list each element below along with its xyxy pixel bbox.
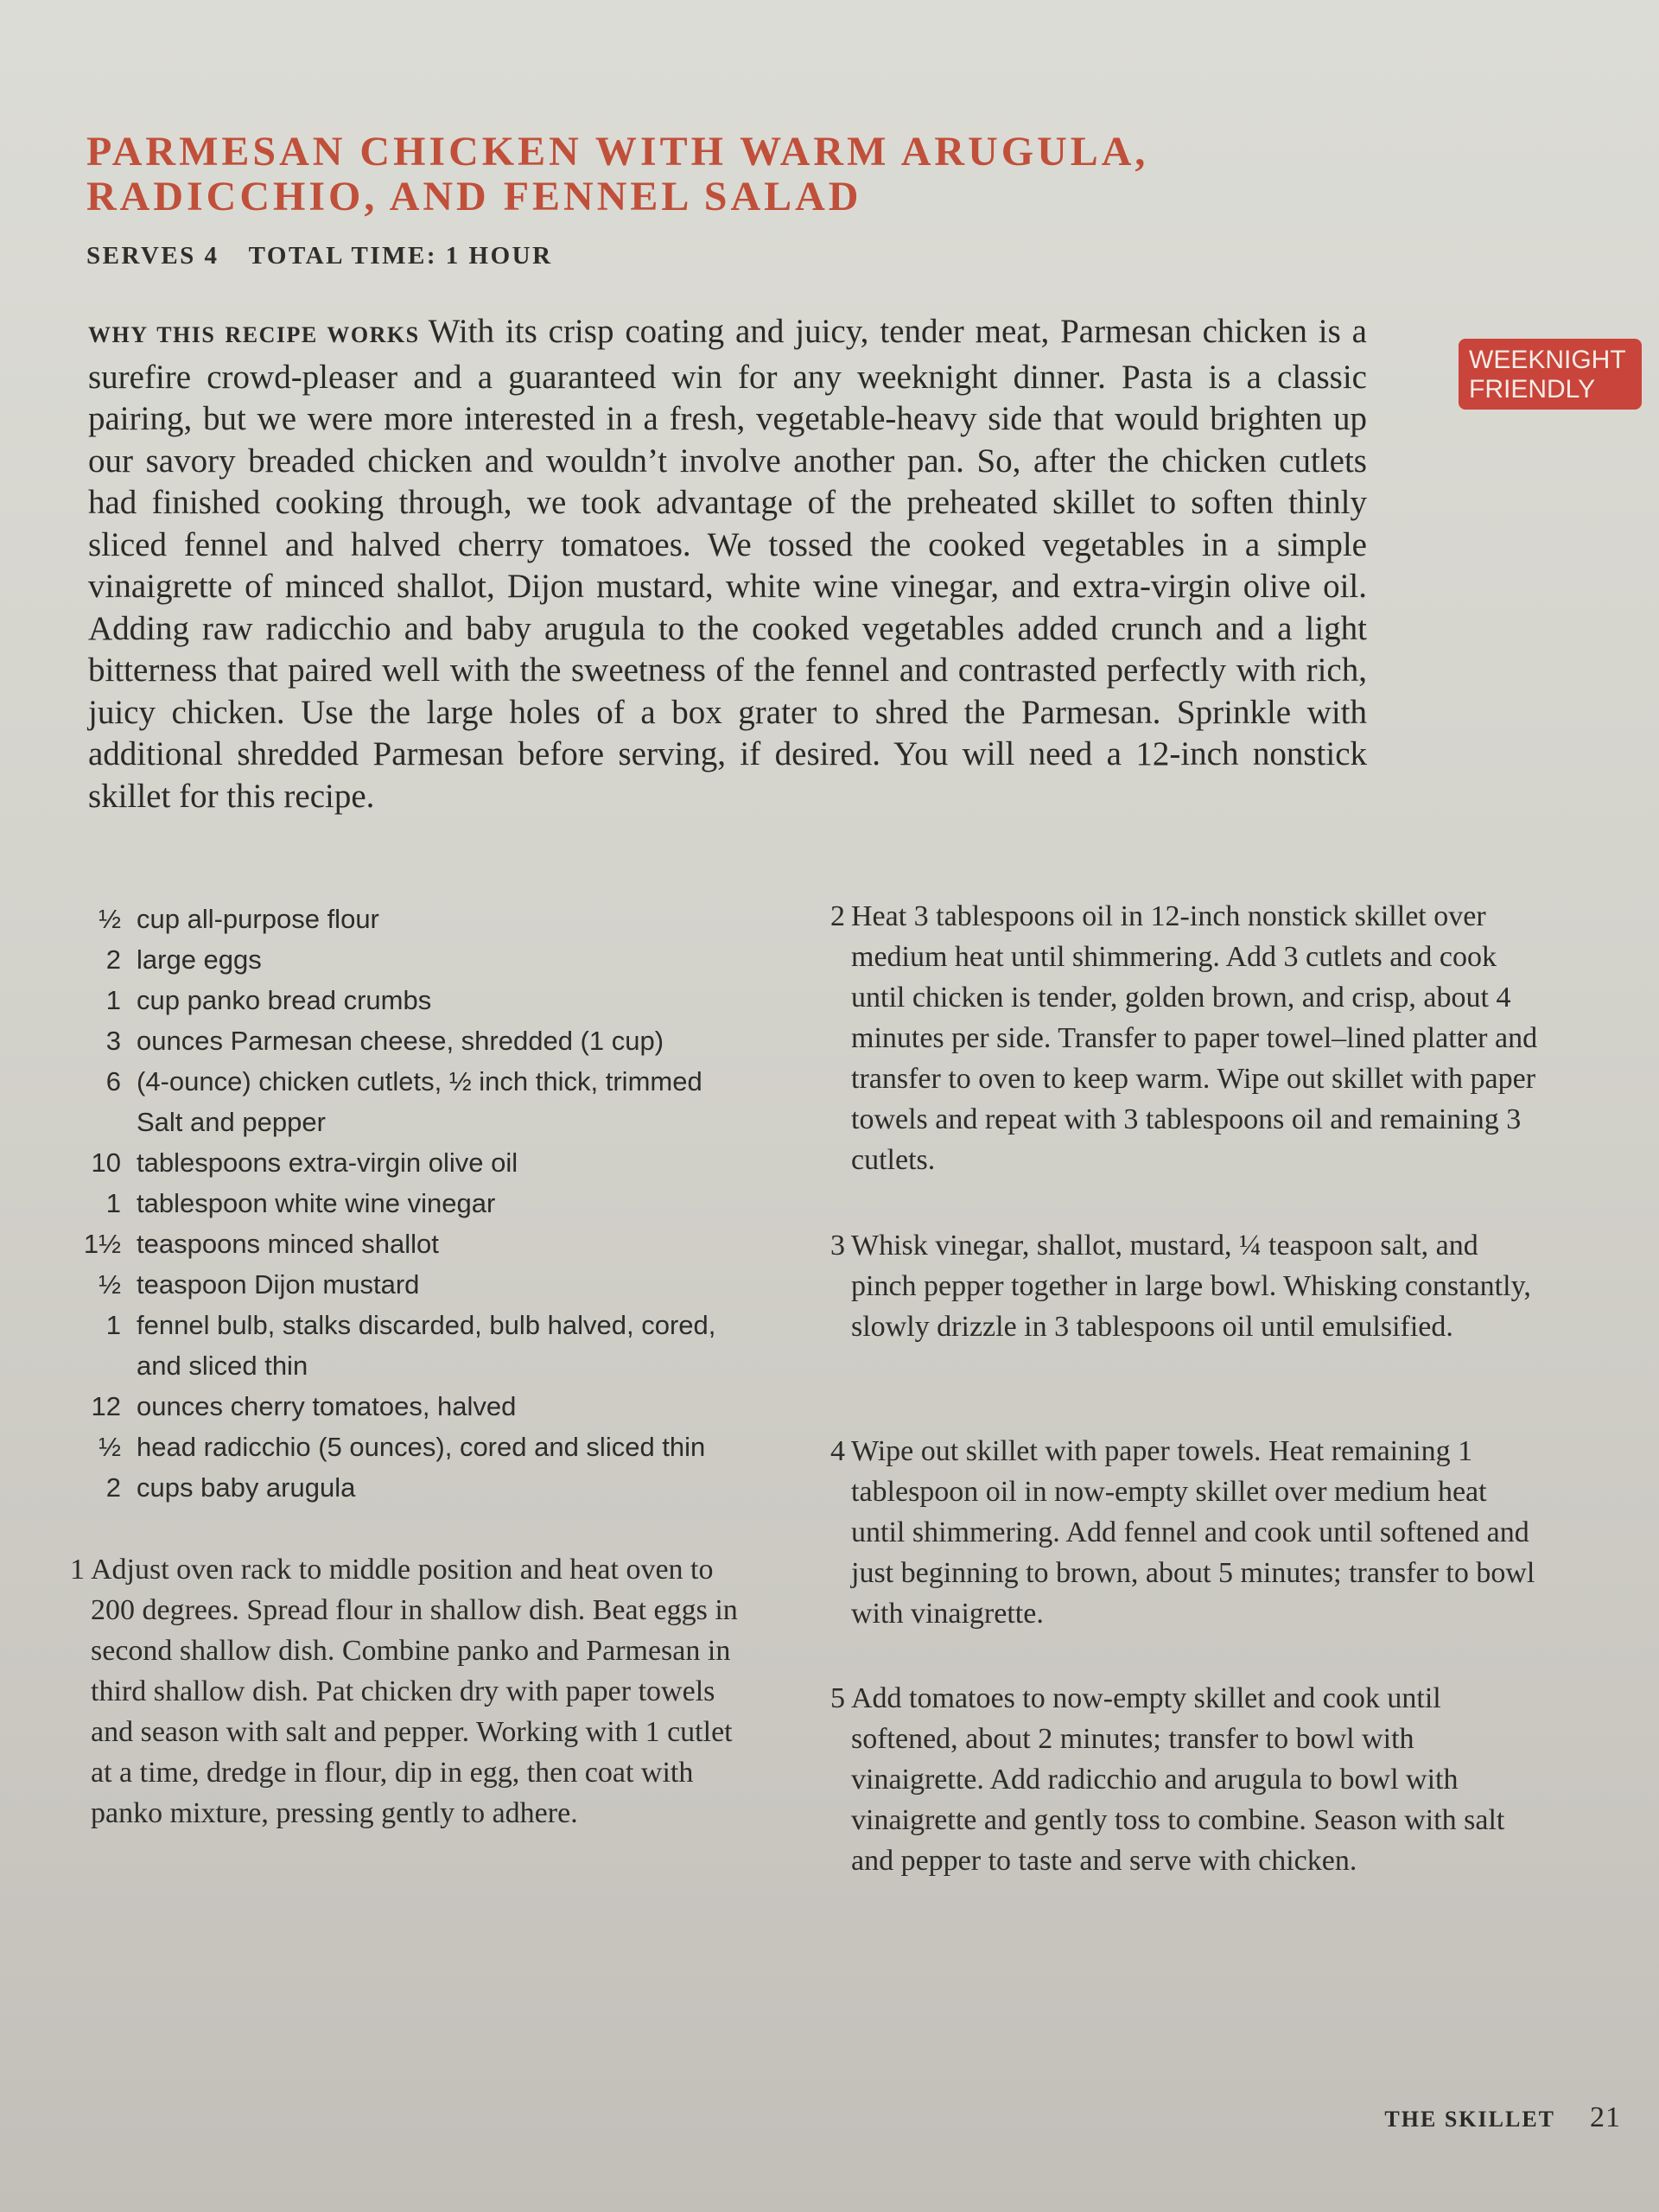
ingredient-list — [60, 899, 769, 1508]
ingredient-qty: 1 — [105, 985, 121, 1015]
serves-text: SERVES 4 — [86, 242, 219, 270]
step-text: Add tomatoes to now-empty skillet and cook until softened, about 2 minutes; transfer to bowl with vinaigrette. Add radicchio and arugula to bowl with vinaigrette and gently toss to combine. Season with salt and pepper to taste and serve with chicken. — [851, 1682, 1505, 1877]
recipe-title-line-1: PARMESAN CHICKEN WITH WARM ARUGULA, — [86, 129, 1149, 175]
ingredient-desc: teaspoon Dijon mustard — [137, 1269, 420, 1300]
recipe-title — [86, 130, 1210, 219]
page-number: 21 — [1590, 2101, 1621, 2133]
ingredient-item — [60, 899, 769, 939]
step-number: 1 — [70, 1554, 85, 1586]
ingredient-qty: 12 — [91, 1391, 121, 1421]
ingredient-desc: ounces cherry tomatoes, halved — [137, 1391, 517, 1421]
ingredient-desc: head radicchio (5 ounces), cored and sliced thin — [137, 1432, 706, 1462]
ingredient-item — [60, 1061, 769, 1102]
ingredient-qty: 3 — [105, 1026, 121, 1056]
ingredient-item — [60, 1102, 769, 1142]
intro-text: With its crisp coating and juicy, tender meat, Parmesan chicken is a surefire crowd-pleaser and a guaranteed win for any weeknight dinner. Pasta is a classic pairing, but we were more interested in a fresh, vegetable-heavy side that would brighten up our savory breaded chicken and wouldn’t involve another pan. So, after the chicken cutlets had finished cooking through, we took advantage of the preheated skillet to soften thinly sliced fennel and halved cherry tomatoes. We tossed the cooked vegetables in a simple vinaigrette of minced shallot, Dijon mustard, white wine vinegar, and extra-virgin olive oil. Adding raw radicchio and baby arugula to the cooked vegetables added crunch and a light bitterness that paired well with the sweetness of the fennel and contrasted perfectly with rich, juicy chicken. Use the large holes of a box grater to shred the Parmesan. Sprinkle with additional shredded Parmesan before serving, if desired. You will need a 12-inch nonstick skillet for this recipe. — [88, 313, 1367, 815]
ingredient-desc: cup all-purpose flour — [137, 904, 379, 934]
ingredient-qty: 1 — [105, 1310, 121, 1340]
recipe-title-line-2: RADICCHIO, AND FENNEL SALAD — [86, 174, 862, 219]
ingredient-desc: ounces Parmesan cheese, shredded (1 cup) — [137, 1026, 664, 1056]
total-time-text: TOTAL TIME: 1 HOUR — [248, 242, 553, 270]
ingredient-qty: 2 — [105, 1472, 121, 1503]
step-number: 5 — [830, 1682, 845, 1714]
step-number: 3 — [830, 1230, 845, 1262]
step-text: Heat 3 tablespoons oil in 12-inch nonstick skillet over medium heat until shimmering. Add 3 cutlets and cook until chicken is tender, golden brown, and crisp, about 4 minutes per side. Transfer to paper towel–lined platter and transfer to oven to keep warm. Wipe out skillet with paper towels and repeat with 3 tablespoons oil and remaining 3 cutlets. — [851, 900, 1538, 1176]
ingredient-desc: Salt and pepper — [137, 1107, 326, 1137]
ingredient-qty: ½ — [99, 904, 121, 934]
ingredient-item — [60, 1467, 769, 1508]
ingredient-item — [60, 1427, 769, 1467]
recipe-intro — [88, 311, 1367, 817]
step-1 — [70, 1549, 747, 1834]
ingredient-qty: 2 — [105, 944, 121, 975]
ingredient-item — [60, 1264, 769, 1305]
ingredient-desc: (4-ounce) chicken cutlets, ½ inch thick, trimmed — [137, 1066, 702, 1096]
step-4 — [830, 1431, 1542, 1634]
ingredient-item — [60, 1183, 769, 1224]
ingredient-item — [60, 1224, 769, 1264]
ingredient-desc: tablespoon white wine vinegar — [137, 1188, 496, 1218]
ingredient-item — [60, 980, 769, 1020]
ingredient-desc: and sliced thin — [137, 1351, 308, 1381]
ingredient-item — [60, 1142, 769, 1183]
weeknight-friendly-badge — [1459, 339, 1642, 410]
ingredient-qty: 6 — [105, 1066, 121, 1096]
ingredient-desc: teaspoons minced shallot — [137, 1229, 439, 1259]
section-name: THE SKILLET — [1384, 2107, 1555, 2132]
ingredient-item — [60, 1345, 769, 1386]
step-text: Wipe out skillet with paper towels. Heat remaining 1 tablespoon oil in now-empty skillet over medium heat until shimmering. Add fennel and cook until softened and just beginning to brown, about 5 minutes; transfer to bowl with vinaigrette. — [851, 1435, 1535, 1630]
step-3 — [830, 1225, 1542, 1347]
ingredient-qty — [60, 1102, 137, 1142]
ingredient-qty: 1 — [105, 1188, 121, 1218]
step-text: Adjust oven rack to middle position and heat oven to 200 degrees. Spread flour in shallow dish. Beat eggs in second shallow dish. Combine panko and Parmesan in third shallow dish. Pat chicken dry with paper towels and season with salt and pepper. Working with 1 cutlet at a time, dredge in flour, dip in egg, then coat with panko mixture, pressing gently to adhere. — [91, 1554, 738, 1829]
ingredient-item — [60, 1386, 769, 1427]
ingredient-item — [60, 939, 769, 980]
ingredient-item — [60, 1020, 769, 1061]
intro-label: WHY THIS RECIPE WORKS — [88, 322, 420, 347]
step-5 — [830, 1678, 1542, 1881]
ingredient-qty: ½ — [99, 1432, 121, 1462]
badge-line-1: WEEKNIGHT — [1469, 346, 1626, 374]
ingredient-qty: 10 — [91, 1147, 121, 1178]
ingredient-desc: large eggs — [137, 944, 262, 975]
ingredient-qty: ½ — [99, 1269, 121, 1300]
ingredient-desc: cup panko bread crumbs — [137, 985, 432, 1015]
ingredient-qty: 1½ — [83, 1229, 121, 1259]
page-footer — [1384, 2101, 1621, 2134]
step-number: 2 — [830, 900, 845, 932]
ingredient-item — [60, 1305, 769, 1345]
ingredient-desc: tablespoons extra-virgin olive oil — [137, 1147, 518, 1178]
ingredient-desc: cups baby arugula — [137, 1472, 356, 1503]
recipe-meta — [86, 242, 553, 270]
step-number: 4 — [830, 1435, 845, 1467]
step-text: Whisk vinegar, shallot, mustard, ¼ teaspoon salt, and pinch pepper together in large bowl. Whisking constantly, slowly drizzle in 3 tablespoons oil until emulsified. — [851, 1230, 1531, 1343]
step-2 — [830, 896, 1542, 1180]
ingredient-desc: fennel bulb, stalks discarded, bulb halved, cored, — [137, 1310, 716, 1340]
ingredient-qty — [60, 1345, 137, 1386]
badge-line-2: FRIENDLY — [1469, 375, 1596, 404]
